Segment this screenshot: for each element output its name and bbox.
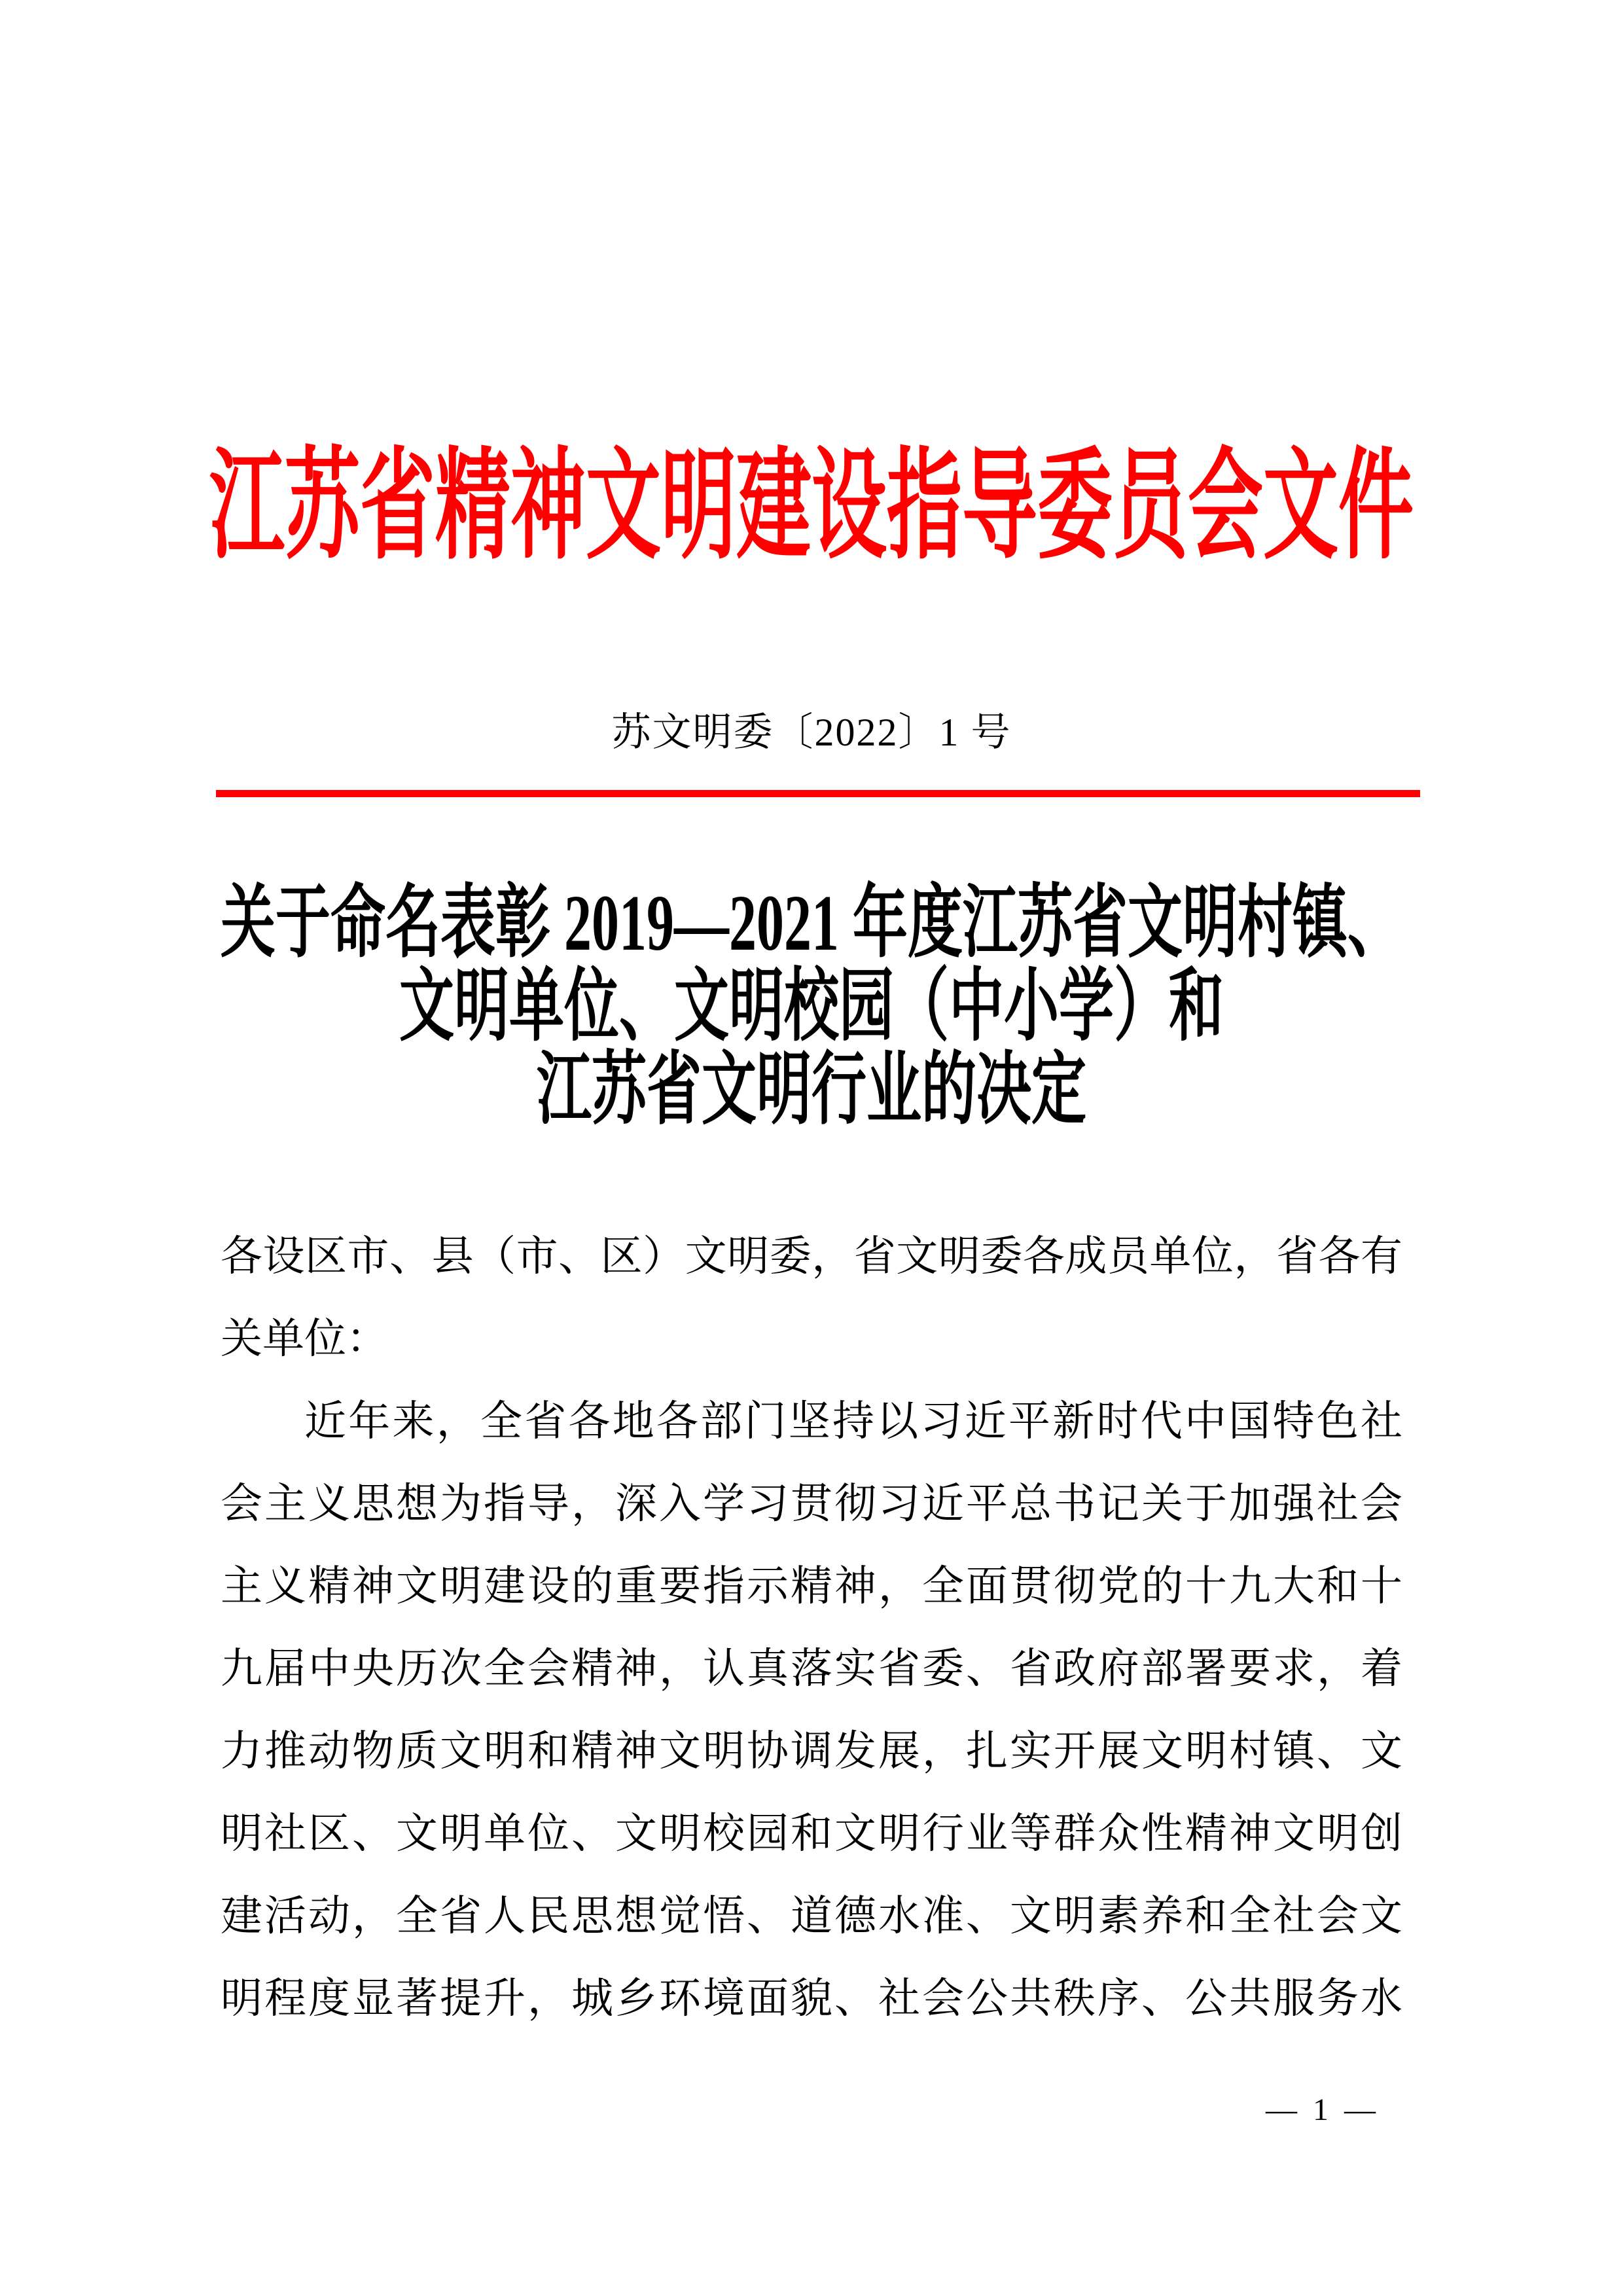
body-line-recipients: 各设区市、县（市、区）文明委，省文明委各成员单位，省各有 <box>221 1233 1402 1280</box>
document-reference-number: 苏文明委〔2022〕1 号 <box>611 711 1012 754</box>
document-title-line: 江苏省文明行业的决定 <box>536 1046 1086 1135</box>
document-title-line: 关于命名表彰 2019—2021 年度江苏省文明村镇、 <box>221 879 1403 968</box>
body-text <box>221 1215 1402 2040</box>
body-line: 会主义思想为指导，深入学习贯彻习近平总书记关于加强社会 <box>221 1480 1402 1527</box>
body-line: 力推动物质文明和精神文明协调发展，扎实开展文明村镇、文 <box>221 1728 1402 1774</box>
body-line: 明社区、文明单位、文明校园和文明行业等群众性精神文明创 <box>221 1810 1402 1857</box>
red-separator-rule <box>216 790 1420 797</box>
body-line: 建活动，全省人民思想觉悟、道德水准、文明素养和全社会文 <box>221 1893 1402 1939</box>
document-title <box>221 879 1403 1135</box>
body-line: 近年来，全省各地各部门坚持以习近平新时代中国特色社 <box>304 1398 1402 1444</box>
document-title-line: 文明单位、文明校园（中小学）和 <box>399 963 1224 1052</box>
body-line: 主义精神文明建设的重要指示精神，全面贯彻党的十九大和十 <box>221 1563 1402 1609</box>
body-line: 明程度显著提升，城乡环境面貌、社会公共秩序、公共服务水 <box>221 1975 1402 2022</box>
body-line-recipients-end: 关单位： <box>221 1316 388 1362</box>
page-number: — 1 — <box>1266 2092 1380 2127</box>
masthead-organization-title: 江苏省精神文明建设指导委员会文件 <box>209 440 1414 573</box>
body-line: 九届中央历次全会精神，认真落实省委、省政府部署要求，着 <box>221 1645 1402 1692</box>
